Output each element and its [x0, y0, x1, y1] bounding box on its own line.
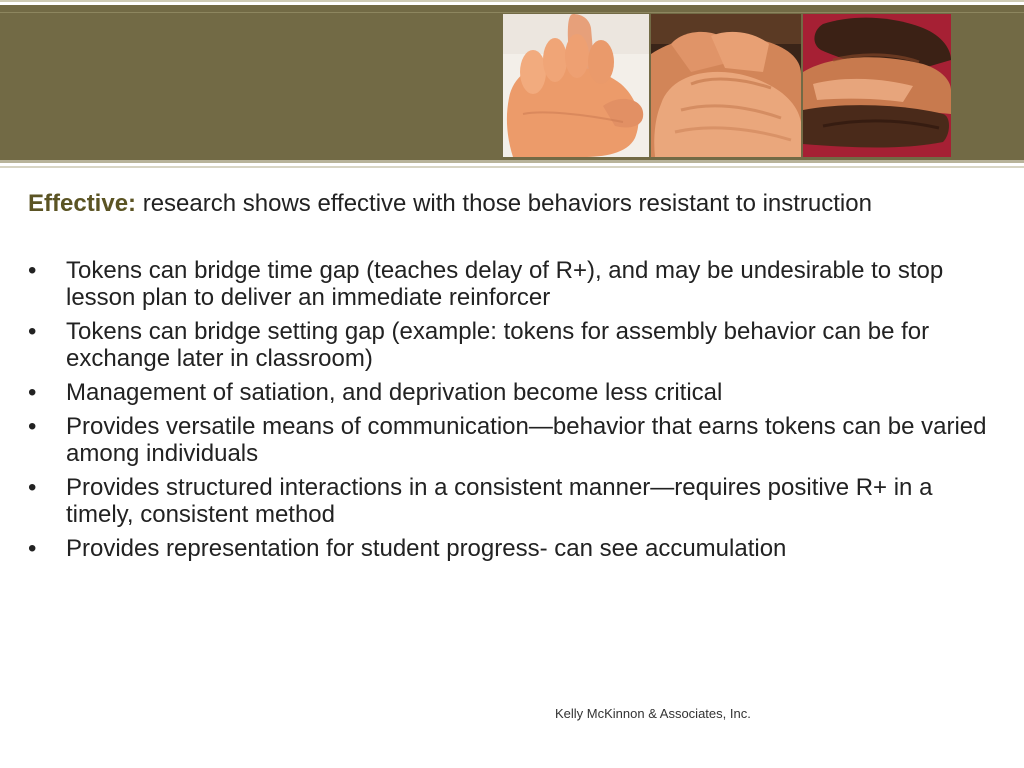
footer-credit: Kelly McKinnon & Associates, Inc. [555, 706, 751, 721]
bullet-text: Tokens can bridge setting gap (example: tokens for assembly behavior can be for exchange later in classroom) [66, 318, 930, 372]
list-item [28, 318, 993, 372]
header-rule-light [0, 166, 1024, 168]
bullet-icon: • [28, 474, 37, 501]
header-rule [0, 160, 1024, 163]
bullet-text: Provides representation for student progress- can see accumulation [66, 535, 787, 562]
bullet-icon: • [28, 318, 37, 345]
bullet-icon: • [28, 257, 37, 284]
clasped-hands-photo [651, 14, 801, 157]
bullet-text: Tokens can bridge time gap (teaches delay of R+), and may be undesirable to stop lesson plan to deliver an immediate reinforcer [66, 257, 944, 311]
lead-paragraph [28, 190, 993, 217]
list-item [28, 379, 993, 406]
bullet-icon: • [28, 413, 37, 440]
bullet-icon: • [28, 535, 37, 562]
list-item [28, 413, 993, 467]
bullet-text: Provides versatile means of communication—behavior that earns tokens can be varied among individuals [66, 413, 987, 467]
list-item [28, 535, 993, 562]
top-rule [0, 0, 1024, 2]
slide-body [28, 190, 993, 569]
bullet-text: Provides structured interactions in a consistent manner—requires positive R+ in a timely, consistent method [66, 474, 933, 528]
hands-holding-finger-photo [503, 14, 649, 157]
lead-label: Effective: [28, 190, 137, 217]
bullet-icon: • [28, 379, 37, 406]
bullet-text: Management of satiation, and deprivation become less critical [66, 379, 723, 406]
list-item [28, 257, 993, 311]
lead-text: research shows effective with those behaviors resistant to instruction [136, 190, 872, 217]
stacked-hands-photo [803, 14, 951, 157]
bullet-list [28, 257, 993, 562]
list-item [28, 474, 993, 528]
